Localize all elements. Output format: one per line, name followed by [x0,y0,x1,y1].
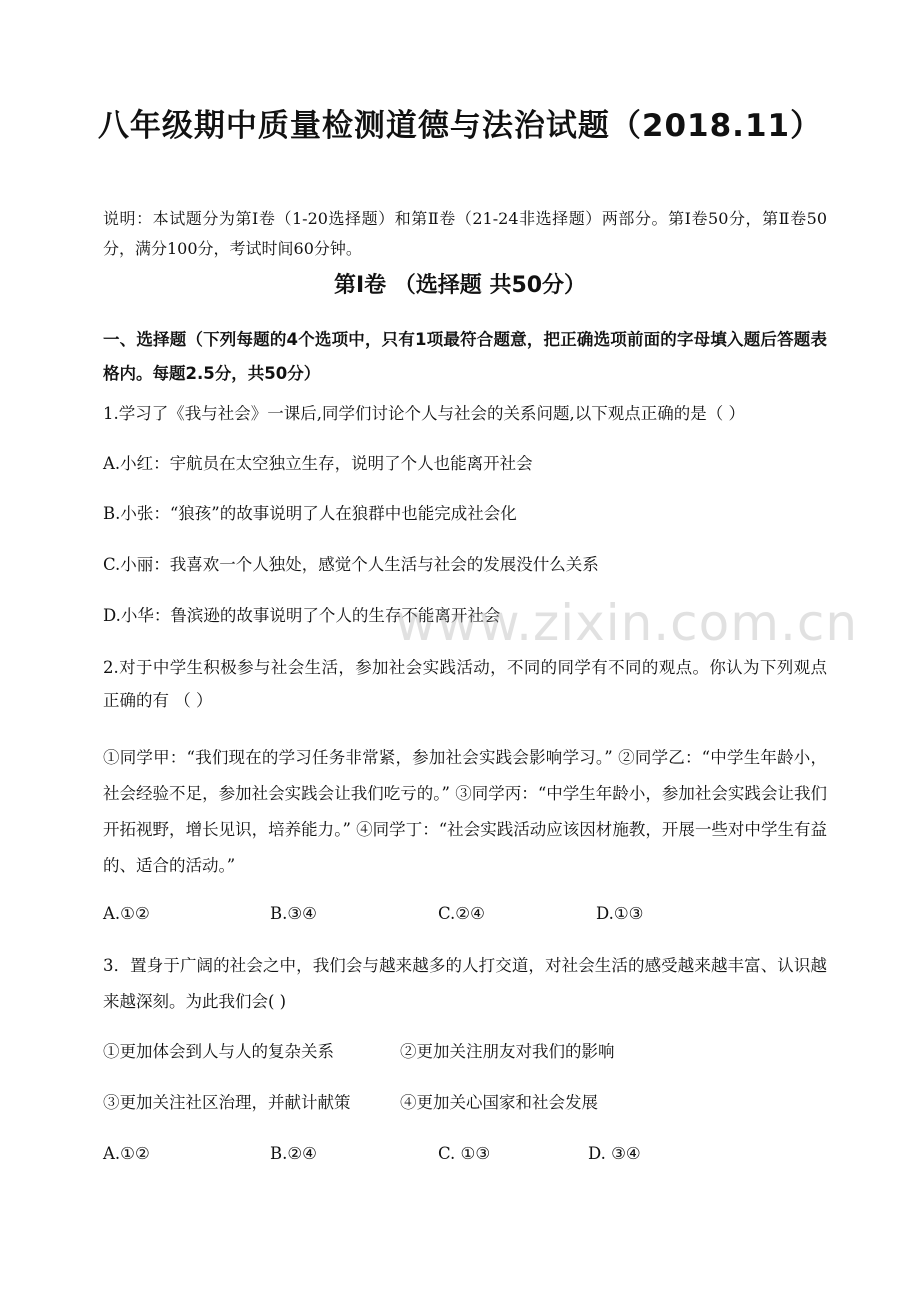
question-3-option-b: B.②④ [270,1144,317,1163]
question-3-statement-2: ②更加关注朋友对我们的影响 [400,1042,615,1061]
exam-title: 八年级期中质量检测道德与法治试题（2018.11） [97,108,823,144]
section-title: 第Ⅰ卷 （选择题 共50分） [333,273,587,298]
question-2-option-c: C.②④ [438,904,485,923]
exam-instructions: 说明：本试题分为第Ⅰ卷（1-20选择题）和第Ⅱ卷（21-24非选择题）两部分。第Ⅰ卷50分，第Ⅱ卷50分，满分100分，考试时间60分钟。 [103,209,827,258]
question-2-option-d: D.①③ [596,904,644,923]
question-2-statements: ①同学甲：“我们现在的学习任务非常紧，参加社会实践会影响学习。” ②同学乙：“中学生年龄小，社会经验不足，参加社会实践会让我们吃亏的。” ③同学丙：“中学生年龄小，参加社会实践会让我们开拓视野，增长见识，培养能力。” ④同学丁：“社会实践活动应该因材施教，开展一些对中学生有益的、适合的活动。” [103,748,827,875]
question-1-option-b: B.小张：“狼孩”的故事说明了人在狼群中也能完成社会化 [103,504,517,523]
question-2-stem: 2.对于中学生积极参与社会生活，参加社会实践活动，不同的同学有不同的观点。你认为下列观点正确的有 （ ） [103,658,827,710]
question-3-statement-1: ①更加体会到人与人的复杂关系 [103,1042,334,1061]
watermark: www.zixin.com.cn [395,594,859,652]
question-3-statement-3: ③更加关注社区治理，并献计献策 [103,1093,351,1112]
question-2-option-b: B.③④ [270,904,317,923]
question-2-option-a: A.①② [103,904,150,923]
part-instructions: 一、选择题（下列每题的4个选项中，只有1项最符合题意，把正确选项前面的字母填入题后答题表格内。每题2.5分，共50分） [103,330,827,383]
question-3-statement-4: ④更加关心国家和社会发展 [400,1093,598,1112]
question-1-option-d: D.小华：鲁滨逊的故事说明了个人的生存不能离开社会 [103,606,501,625]
question-3-option-d: D. ③④ [588,1144,641,1163]
question-3-option-a: A.①② [103,1144,150,1163]
question-1-option-a: A.小红：宇航员在太空独立生存，说明了个人也能离开社会 [103,454,533,473]
question-3-option-c: C. ①③ [438,1144,491,1163]
question-1-stem: 1.学习了《我与社会》一课后,同学们讨论个人与社会的关系问题,以下观点正确的是（ ） [103,404,745,423]
question-3-stem: 3．置身于广阔的社会之中，我们会与越来越多的人打交道，对社会生活的感受越来越丰富、认识越来越深刻。为此我们会( ) [103,956,827,1011]
question-1-option-c: C.小丽：我喜欢一个人独处，感觉个人生活与社会的发展没什么关系 [103,555,599,574]
